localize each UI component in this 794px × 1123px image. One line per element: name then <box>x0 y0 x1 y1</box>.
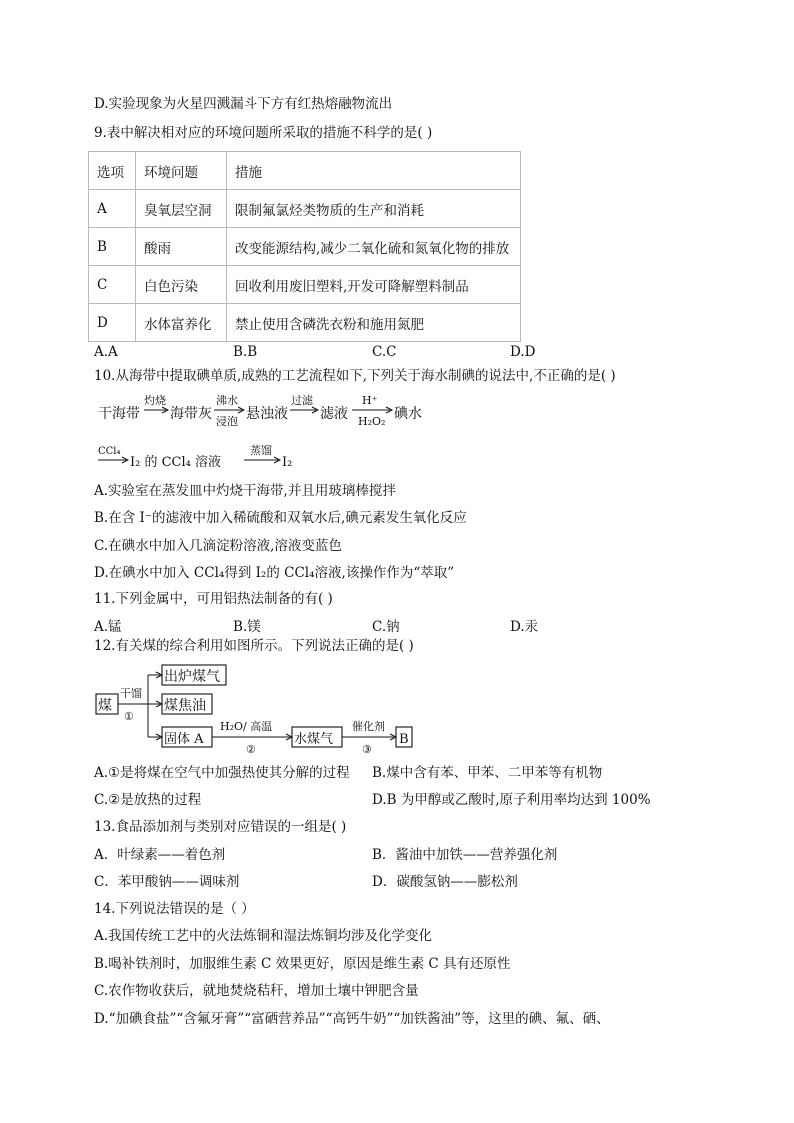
q12-option-d: D.B 为甲醇或乙酸时,原子利用率均达到 100% <box>372 792 651 808</box>
label-step-1: ① <box>124 710 134 723</box>
table-cell: 水体富养化 <box>136 304 227 342</box>
table-header-cell: 措施 <box>227 152 521 190</box>
q12-stem: 12.有关煤的综合利用如图所示。下列说法正确的是( ) <box>94 638 414 654</box>
q11-stem: 11.下列金属中，可用铝热法制备的有( ) <box>94 591 333 607</box>
flow-node-suspension: 悬浊液 <box>246 406 288 422</box>
q12-coal-diagram <box>94 660 424 756</box>
product-b: B <box>399 732 409 747</box>
q9-option-c: C.C <box>372 344 397 360</box>
flow-label-h2o2: H₂O₂ <box>358 415 386 428</box>
table-cell: 酸雨 <box>136 228 227 266</box>
label-step-3: ③ <box>362 743 372 756</box>
q10-stem: 10.从海带中提取碘单质,成熟的工艺流程如下,下列关于海水制碘的说法中,不正确的是( ) <box>94 368 616 384</box>
q12-option-b: B.煤中含有苯、甲苯、二甲苯等有机物 <box>372 765 603 781</box>
table-cell: 臭氧层空洞 <box>136 190 227 228</box>
flow-label-filter: 过滤 <box>291 394 313 407</box>
q8-option-d: D.实验现象为火星四溅漏斗下方有红热熔融物流出 <box>94 96 393 112</box>
flow-node-dry-kelp: 干海带 <box>98 406 140 422</box>
q14-stem: 14.下列说法错误的是（ ） <box>94 901 255 917</box>
q11-option-c: C.钠 <box>372 619 400 635</box>
table-header-row <box>89 152 521 190</box>
flow-node-kelp-ash: 海带灰 <box>170 406 212 422</box>
q10-option-b: B.在含 I⁻的滤液中加入稀硫酸和双氧水后,碘元素发生氧化反应 <box>94 510 467 526</box>
table-cell: B <box>89 228 136 266</box>
table-row <box>89 266 521 304</box>
q13-option-a: A．叶绿素——着色剂 <box>94 847 226 863</box>
product-water-gas: 水煤气 <box>294 732 334 747</box>
q10-flow-diagram <box>94 388 474 476</box>
table-row <box>89 304 521 342</box>
flow-node-iodine-water: 碘水 <box>394 406 422 422</box>
table-cell: D <box>89 304 136 342</box>
flow-label-burn: 灼烧 <box>144 394 166 407</box>
flow-node-iodine: I₂ <box>282 455 293 470</box>
table-header-cell: 选项 <box>89 152 136 190</box>
q14-option-a: A.我国传统工艺中的火法炼铜和湿法炼铜均涉及化学变化 <box>94 928 433 944</box>
q13-option-d: D．碳酸氢钠——膨松剂 <box>372 874 518 890</box>
label-h2o-high-temp: H₂O/ 高温 <box>220 720 273 733</box>
q10-option-c: C.在碘水中加入几滴淀粉溶液,溶液变蓝色 <box>94 538 342 554</box>
table-header-cell: 环境问题 <box>136 152 227 190</box>
table-cell: 限制氟氯烃类物质的生产和消耗 <box>227 190 521 228</box>
q9-option-d: D.D <box>510 344 536 360</box>
flow-label-h-plus: H⁺ <box>362 394 378 407</box>
label-catalyst: 催化剂 <box>352 720 385 733</box>
table-row <box>89 228 521 266</box>
q12-option-a: A.①是将煤在空气中加强热使其分解的过程 <box>94 765 350 781</box>
product-solid-a: 固体 A <box>164 732 204 747</box>
q9-table <box>88 151 521 342</box>
table-cell: 白色污染 <box>136 266 227 304</box>
q9-option-a: A.A <box>94 344 118 360</box>
q12-option-c: C.②是放热的过程 <box>94 792 202 808</box>
flow-label-ccl4: CCl₄ <box>98 446 121 457</box>
q13-stem: 13.食品添加剂与类别对应错误的一组是( ) <box>94 819 347 835</box>
flow-node-filtrate: 滤液 <box>320 406 348 422</box>
q11-option-a: A.锰 <box>94 619 122 635</box>
q13-option-b: B．酱油中加铁——营养强化剂 <box>372 847 558 863</box>
coal-label: 煤 <box>98 698 112 714</box>
flow-node-iodine-ccl4-solution: I₂ 的 CCl₄ 溶液 <box>130 455 222 470</box>
q9-option-b: B.B <box>233 344 258 360</box>
q11-option-b: B.镁 <box>233 619 261 635</box>
q11-option-d: D.汞 <box>510 619 539 635</box>
q10-option-d: D.在碘水中加入 CCl₄得到 I₂的 CCl₄溶液,该操作作为“萃取” <box>94 565 455 581</box>
q14-option-d: D.“加碘食盐”“含氟牙膏”“富硒营养品”“高钙牛奶”“加铁酱油”等，这里的碘、氟、硒、 <box>94 1011 610 1027</box>
q9-stem: 9.表中解决相对应的环境问题所采取的措施不科学的是( ) <box>94 125 433 141</box>
table-cell: 禁止使用含磷洗衣粉和施用氮肥 <box>227 304 521 342</box>
flow-label-boiling-water: 沸水 <box>216 394 238 407</box>
flow-label-distill: 蒸馏 <box>250 444 272 457</box>
product-furnace-gas: 出炉煤气 <box>164 669 220 685</box>
label-step-2: ② <box>246 743 256 756</box>
table-cell: 改变能源结构,减少二氧化硫和氮氧化物的排放 <box>227 228 521 266</box>
flow-label-soak: 浸泡 <box>216 415 238 428</box>
table-cell: A <box>89 190 136 228</box>
q14-option-c: C.农作物收获后，就地焚烧秸秆，增加土壤中钾肥含量 <box>94 983 419 999</box>
q13-option-c: C．苯甲酸钠——调味剂 <box>94 874 240 890</box>
q14-option-b: B.喝补铁剂时，加服维生素 C 效果更好，原因是维生素 C 具有还原性 <box>94 956 511 972</box>
product-coal-tar: 煤焦油 <box>164 698 206 714</box>
table-cell: 回收利用废旧塑料,开发可降解塑料制品 <box>227 266 521 304</box>
table-cell: C <box>89 266 136 304</box>
label-dry-distillation: 干馏 <box>120 687 142 700</box>
q10-option-a: A.实验室在蒸发皿中灼烧干海带,并且用玻璃棒搅拌 <box>94 483 396 499</box>
table-row <box>89 190 521 228</box>
